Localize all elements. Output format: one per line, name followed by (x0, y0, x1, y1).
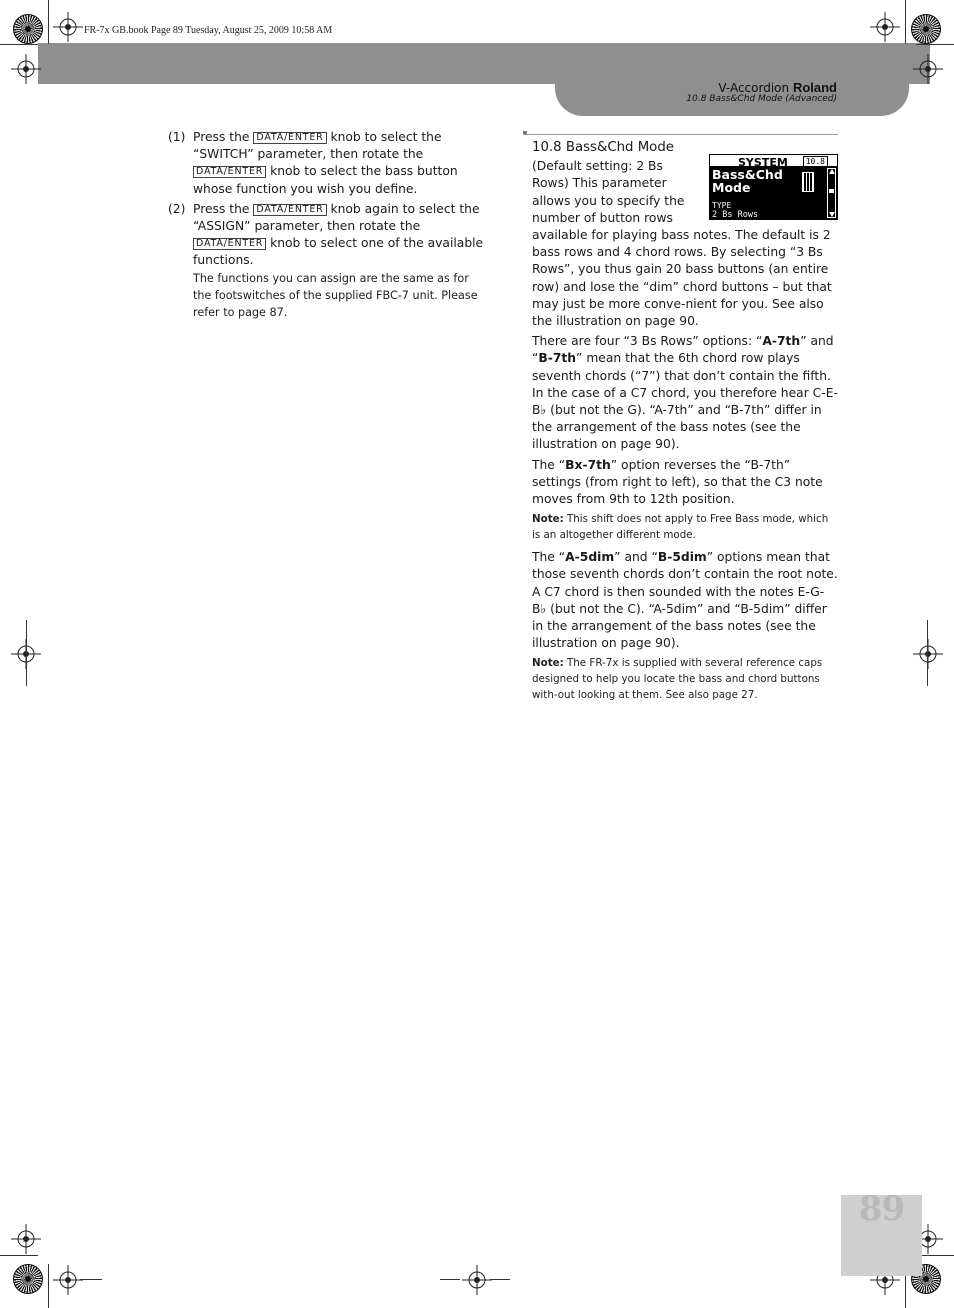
step-text-part: Press the (193, 201, 254, 216)
text-part: The “ (532, 550, 566, 565)
crosshair-mark-icon (11, 54, 41, 84)
registration-wheel-icon (13, 1264, 43, 1294)
text-part: ” options mean that those seventh chords don’t contain the root note. A C7 chord is then sounded with the notes E-G-B♭ (but not the C). “A-5dim” and “B-5dim” differ in the arrangement of the bass notes (see the illustration on page 90). (532, 550, 838, 651)
lcd-page-id: 10.8 (803, 156, 828, 167)
step-1 (168, 129, 484, 198)
crosshair-mark-icon (913, 639, 943, 669)
lcd-scrollbar (827, 168, 836, 218)
crosshair-mark-icon (462, 1265, 492, 1295)
crosshair-mark-icon (913, 54, 943, 84)
option-name: Bx-7th (565, 457, 611, 472)
step-number: (2) (168, 201, 186, 216)
registration-wheel-icon (911, 14, 941, 44)
crosshair-mark-icon (53, 12, 83, 42)
step-text-part: knob to select the bass button whose function you wish you define. (193, 164, 458, 196)
note-label: Note: (532, 513, 564, 526)
crop-line (927, 620, 928, 686)
text-part: There are four “3 Bs Rows” options: “ (532, 334, 763, 349)
data-enter-knob-label: DATA/ENTER (193, 238, 266, 250)
crop-line (0, 1255, 38, 1256)
step-text (193, 201, 484, 321)
crop-line (26, 620, 27, 686)
registration-wheel-icon (13, 14, 43, 44)
crop-line (48, 0, 49, 44)
crop-line (0, 44, 38, 45)
step-text-part: Press the (193, 130, 254, 144)
step-text-part: knob to select one of the available functions. (193, 236, 484, 268)
lcd-system-label: SYSTEM (738, 156, 788, 170)
lcd-param-value: 2 Bs Rows (712, 210, 759, 221)
paragraph-5dim (532, 549, 838, 652)
header-section-title: 10.8 Bass&Chd Mode (Advanced) (686, 94, 837, 104)
lcd-param-label: TYPE (712, 201, 732, 211)
lcd-display (709, 154, 838, 220)
note-reference-caps (532, 655, 838, 703)
scroll-thumb (829, 189, 834, 193)
crop-line (905, 0, 906, 44)
crop-line (80, 1279, 102, 1280)
brand-logo: Roland (792, 80, 837, 95)
crop-line (490, 1279, 510, 1280)
text-part: The “ (532, 457, 566, 472)
step-text (193, 129, 484, 198)
note-free-bass (532, 511, 838, 543)
text-part: ” and “ (614, 550, 658, 565)
note-text: The FR-7x is supplied with several reference caps designed to help you locate the bass and chord buttons with-out looking at them. See also page 27. (532, 657, 823, 702)
section-rule (523, 134, 838, 135)
header-brand (718, 80, 837, 95)
page-number: 89 (858, 1189, 905, 1229)
step-2-note: The functions you can assign are the same as for the footswitches of the supplied FBC-7 unit. Please refer to page 87. (193, 271, 478, 319)
text-part: ” and “ (532, 334, 834, 366)
data-enter-knob-label: DATA/ENTER (253, 204, 326, 216)
note-text: This shift does not apply to Free Bass mode, which is an altogether different mode. (532, 513, 829, 542)
note-label: Note: (532, 657, 564, 670)
left-column (168, 129, 484, 324)
data-enter-knob-label: DATA/ENTER (253, 132, 326, 144)
crosshair-mark-icon (870, 12, 900, 42)
paragraph-3bs-options (532, 333, 838, 453)
scroll-up-icon (829, 169, 835, 174)
option-name: A-7th (762, 334, 801, 349)
option-name: A-5dim (565, 550, 615, 565)
crop-line (48, 1264, 49, 1308)
crosshair-mark-icon (11, 1224, 41, 1254)
print-info-line: FR-7x GB.book Page 89 Tuesday, August 25, 2009 10:58 AM (84, 25, 333, 36)
step-number: (1) (168, 130, 186, 144)
text-part: ” mean that the 6th chord row plays seventh chords (“7”) that don’t contain the fifth. In the case of a C7 chord, you therefore hear C-E-B♭ (but not the G). “A-7th” and “B-7th” differ in the arrangement of the bass notes (see the illustration on page 90). (532, 351, 838, 452)
step-2 (168, 201, 484, 321)
scroll-down-icon (829, 212, 835, 217)
step-text-part: knob again to select the “ASSIGN” parameter, then rotate the (193, 201, 480, 234)
crop-line (916, 44, 954, 45)
lcd-title-bar (709, 154, 838, 170)
lcd-title-line: Mode (712, 180, 751, 196)
option-name: B-5dim (657, 550, 707, 565)
step-text-part: knob to select the “SWITCH” parameter, then rotate the (193, 130, 442, 162)
crosshair-mark-icon (53, 1265, 83, 1295)
paragraph-bx-7th (532, 457, 838, 509)
paragraph-default-setting: (Default setting: 2 Bs Rows) This parameter allows you to specify the number of button rows available for playing bass notes. The default is 2 bass rows and 4 chord rows. By selecting “3 Bs Rows”, you thus gain 20 bass buttons (an entire row) and lose the “dim” chord buttons – but that may just be more conve-nient for you. See also the illustration on page 90. (532, 159, 832, 329)
section-heading: 10.8 Bass&Chd Mode (532, 140, 674, 155)
product-name: V-Accordion (718, 81, 790, 95)
right-column (532, 139, 838, 709)
lcd-parameter-title (712, 168, 783, 194)
data-enter-knob-label: DATA/ENTER (193, 166, 266, 178)
accordion-bass-icon (802, 172, 814, 192)
option-name: B-7th (538, 351, 577, 366)
lcd-title-line: Bass&Chd (712, 167, 783, 183)
crop-line (440, 1279, 460, 1280)
text-part: ” option reverses the “B-7th” settings (from right to left), so that the C3 note moves from 9th to 12th position. (532, 457, 823, 507)
